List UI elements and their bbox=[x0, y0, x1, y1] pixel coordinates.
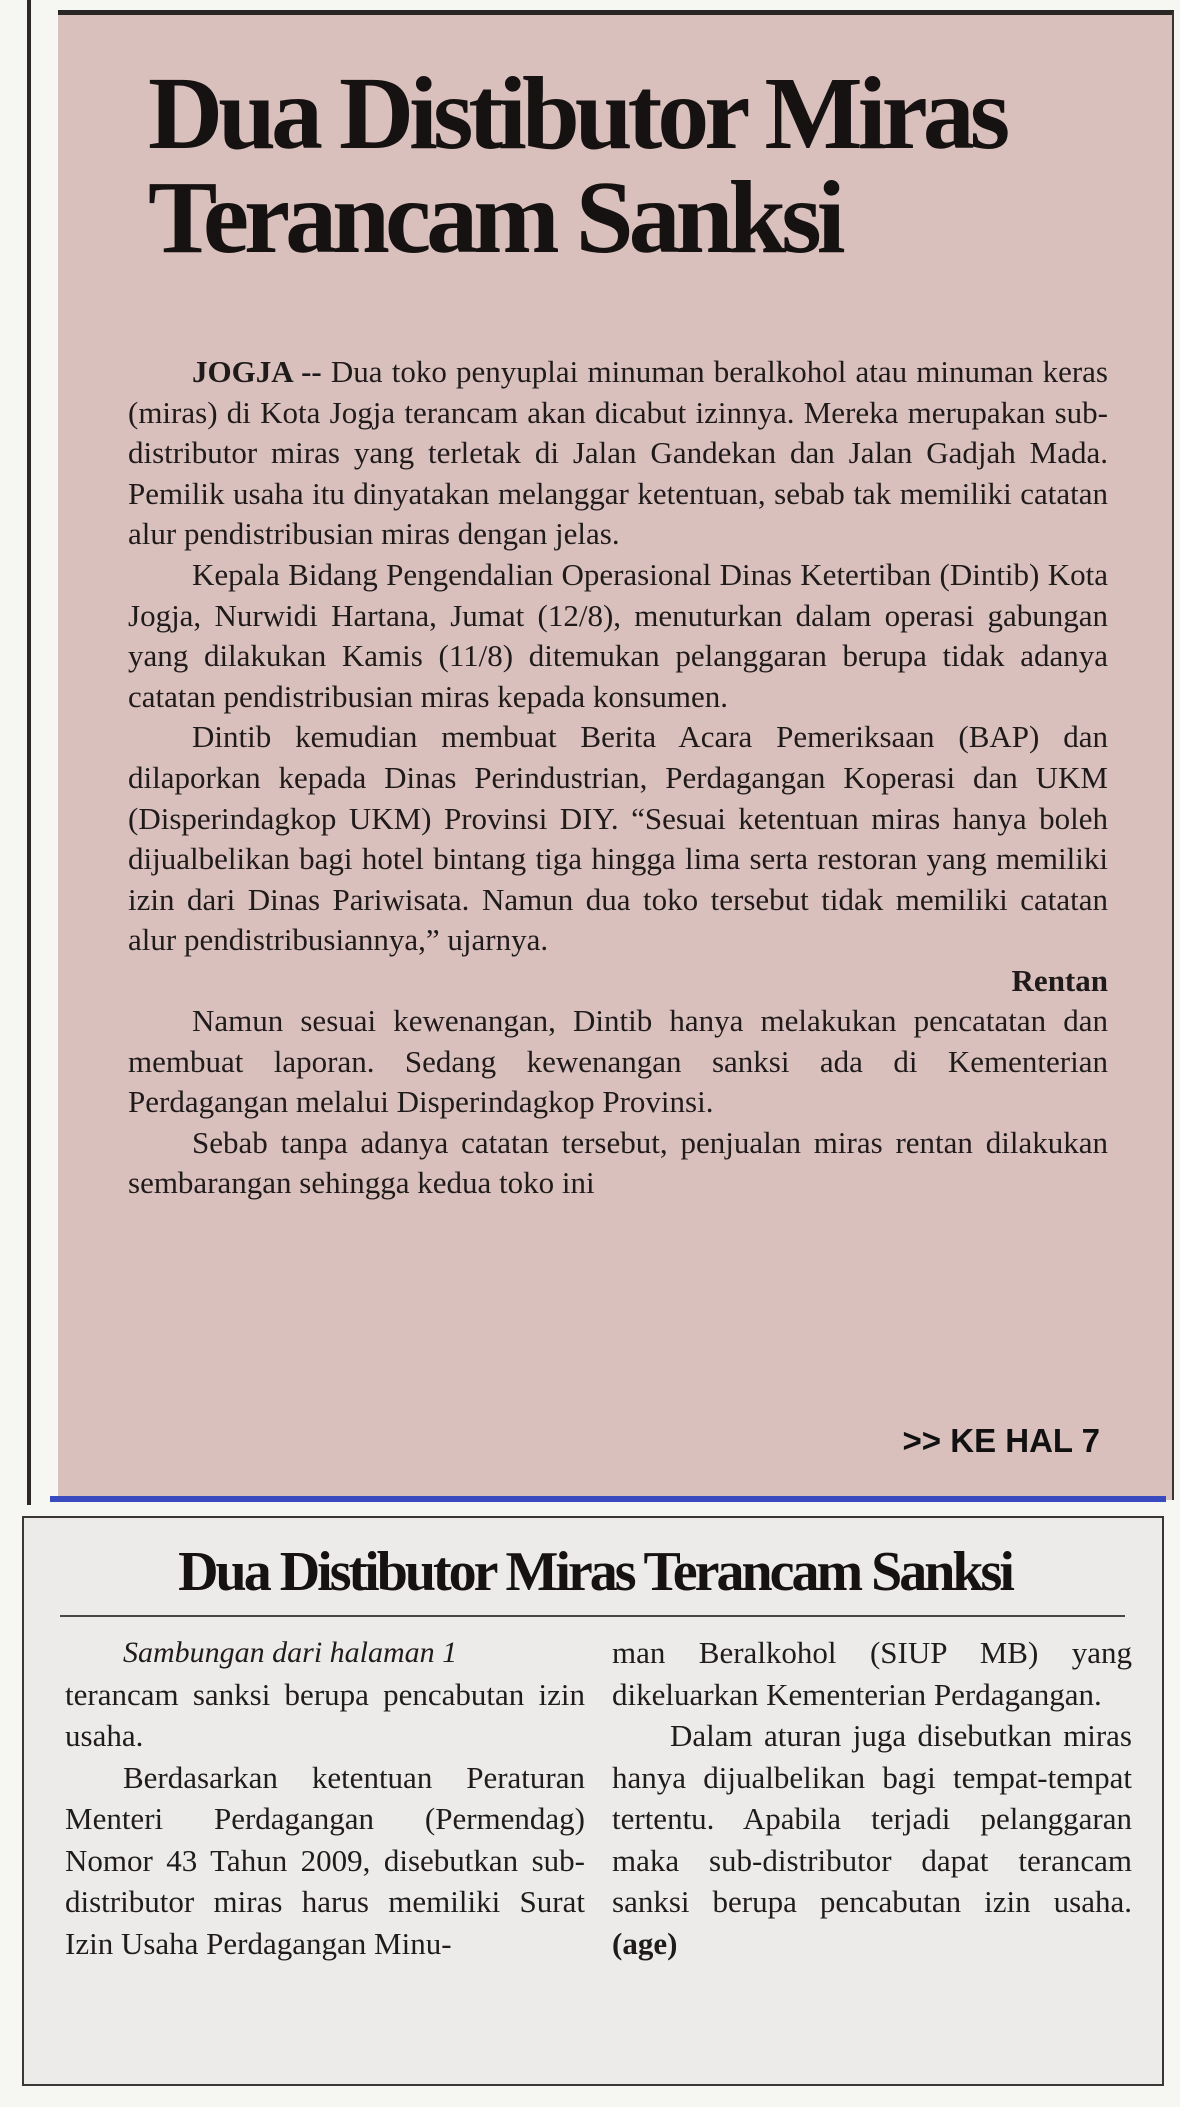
article-body bbox=[128, 352, 1108, 1204]
continuation-column-right bbox=[612, 1632, 1132, 1964]
continuation-headline: Dua Distibutor Miras Terancam Sanksi bbox=[178, 1541, 1012, 1603]
paragraph-5: Sebab tanpa adanya catatan tersebut, penjualan miras rentan dilakukan sembarangan sehingga kedua toko ini bbox=[128, 1124, 1108, 1201]
right-paragraph-2-text: Dalam aturan juga disebutkan miras hanya dijualbelikan bagi tempat-tempat tertentu. Apabila terjadi pelanggaran maka sub-distributor dapat terancam sanksi berupa pencabutan izin usaha. bbox=[612, 1718, 1132, 1919]
clipping-bottom-rule bbox=[50, 1496, 1166, 1502]
article-headline bbox=[148, 56, 1098, 275]
right-paragraph-2 bbox=[612, 1715, 1132, 1964]
paragraph-3: Dintib kemudian membuat Berita Acara Pemeriksaan (BAP) dan dilaporkan kepada Dinas Perindustrian, Perdagangan Koperasi dan UKM (Disperindagkop UKM) Provinsi DIY. “Sesuai ketentuan miras hanya boleh dijualbelikan bagi hotel bintang tiga hingga lima serta restoran yang memiliki izin dari Dinas Pariwisata. Namun dua toko tersebut tidak memiliki catatan alur pendistribusiannya,” ujarnya. bbox=[128, 719, 1108, 958]
clipping-edge bbox=[27, 0, 31, 1505]
subheading: Rentan bbox=[1011, 962, 1108, 998]
paragraph-1 bbox=[128, 352, 1108, 555]
headline-line-2: Terancam Sanksi bbox=[148, 160, 841, 275]
continued-from-label: Sambungan dari halaman 1 bbox=[123, 1636, 458, 1669]
paragraph-1-text: Dua toko penyuplai minuman beralkohol atau minuman keras (miras) di Kota Jogja terancam akan dicabut izinnya. Mereka merupakan sub-distributor miras yang terletak di Jalan Gandekan dan Jalan Gadjah Mada. Pemilik usaha itu dinyatakan melanggar ketentuan, sebab tak memiliki catatan alur pendistribusian miras dengan jelas. bbox=[128, 354, 1108, 552]
dateline: JOGJA -- bbox=[192, 354, 322, 389]
paragraph-4: Namun sesuai kewenangan, Dintib hanya melakukan pencatatan dan membuat laporan. Sedang kewenangan sanksi ada di Kementerian Perdagangan melalui Disperindagkop Provinsi. bbox=[128, 1002, 1108, 1120]
headline-line-1: Dua Distibutor Miras bbox=[148, 56, 1006, 171]
left-paragraph-1: terancam sanksi berupa pencabutan izin usaha. bbox=[65, 1676, 585, 1753]
right-paragraph-1: man Beralkohol (SIUP MB) yang dikeluarkan Kementerian Perdagangan. bbox=[612, 1635, 1132, 1712]
continuation-column-left bbox=[65, 1632, 585, 1964]
headline-rule bbox=[60, 1615, 1125, 1617]
author-signature: (age) bbox=[612, 1925, 678, 1961]
continued-on-page-label: >> KE HAL 7 bbox=[902, 1422, 1100, 1459]
left-paragraph-2: Berdasarkan ketentuan Peraturan Menteri Perdagangan (Permendag) Nomor 43 Tahun 2009, disebutkan sub-distributor miras harus memiliki Surat Izin Usaha Perdagangan Minu- bbox=[65, 1759, 585, 1961]
paragraph-2: Kepala Bidang Pengendalian Operasional Dinas Ketertiban (Dintib) Kota Jogja, Nurwidi Hartana, Jumat (12/8), menuturkan dalam operasi gabungan yang dilakukan Kamis (11/8) ditemukan pelanggaran berupa tidak adanya catatan pendistribusian miras kepada konsumen. bbox=[128, 556, 1108, 714]
